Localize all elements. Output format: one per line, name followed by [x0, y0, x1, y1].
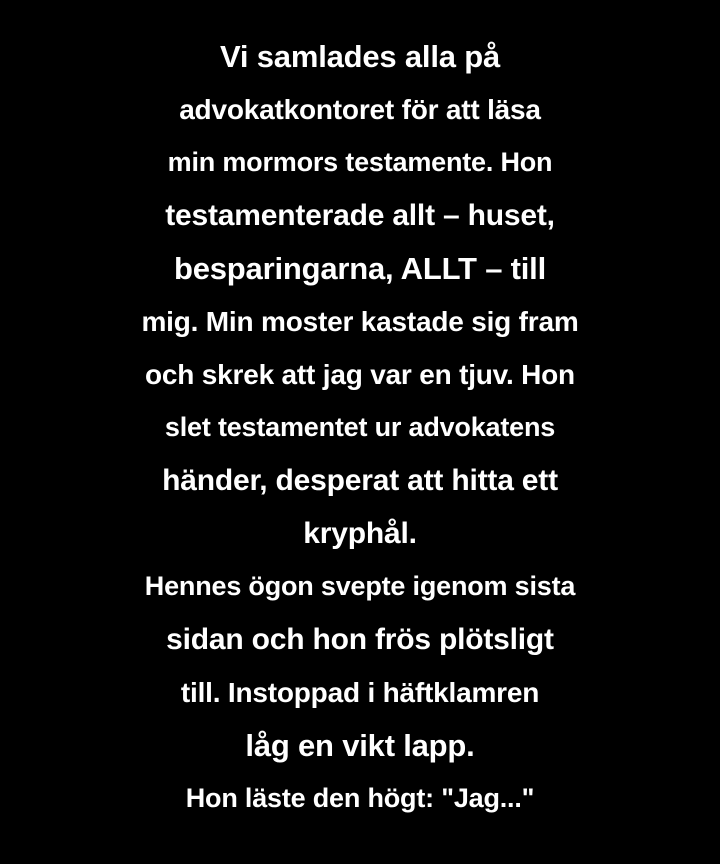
story-line-14: låg en vikt lapp.	[245, 728, 475, 763]
story-line-9: händer, desperat att hitta ett	[162, 464, 558, 497]
story-line-2: advokatkontoret för att läsa	[179, 94, 541, 125]
story-line-12: sidan och hon frös plötsligt	[166, 623, 554, 656]
story-line-15: Hon läste den högt: "Jag..."	[185, 783, 535, 813]
story-line-13: till. Instoppad i häftklamren	[180, 677, 540, 708]
story-line-3: min mormors testamente. Hon	[167, 147, 553, 177]
story-line-10: kryphål.	[303, 517, 417, 550]
story-line-1: Vi samlades alla på	[220, 39, 500, 74]
story-line-11: Hennes ögon svepte igenom sista	[144, 571, 576, 601]
story-line-8: slet testamentet ur advokatens	[164, 412, 556, 442]
story-line-6: mig. Min moster kastade sig fram	[141, 306, 579, 337]
story-line-5: besparingarna, ALLT – till	[173, 251, 547, 286]
story-line-4: testamenterade allt – huset,	[165, 199, 555, 232]
story-line-7: och skrek att jag var en tjuv. Hon	[145, 359, 575, 390]
